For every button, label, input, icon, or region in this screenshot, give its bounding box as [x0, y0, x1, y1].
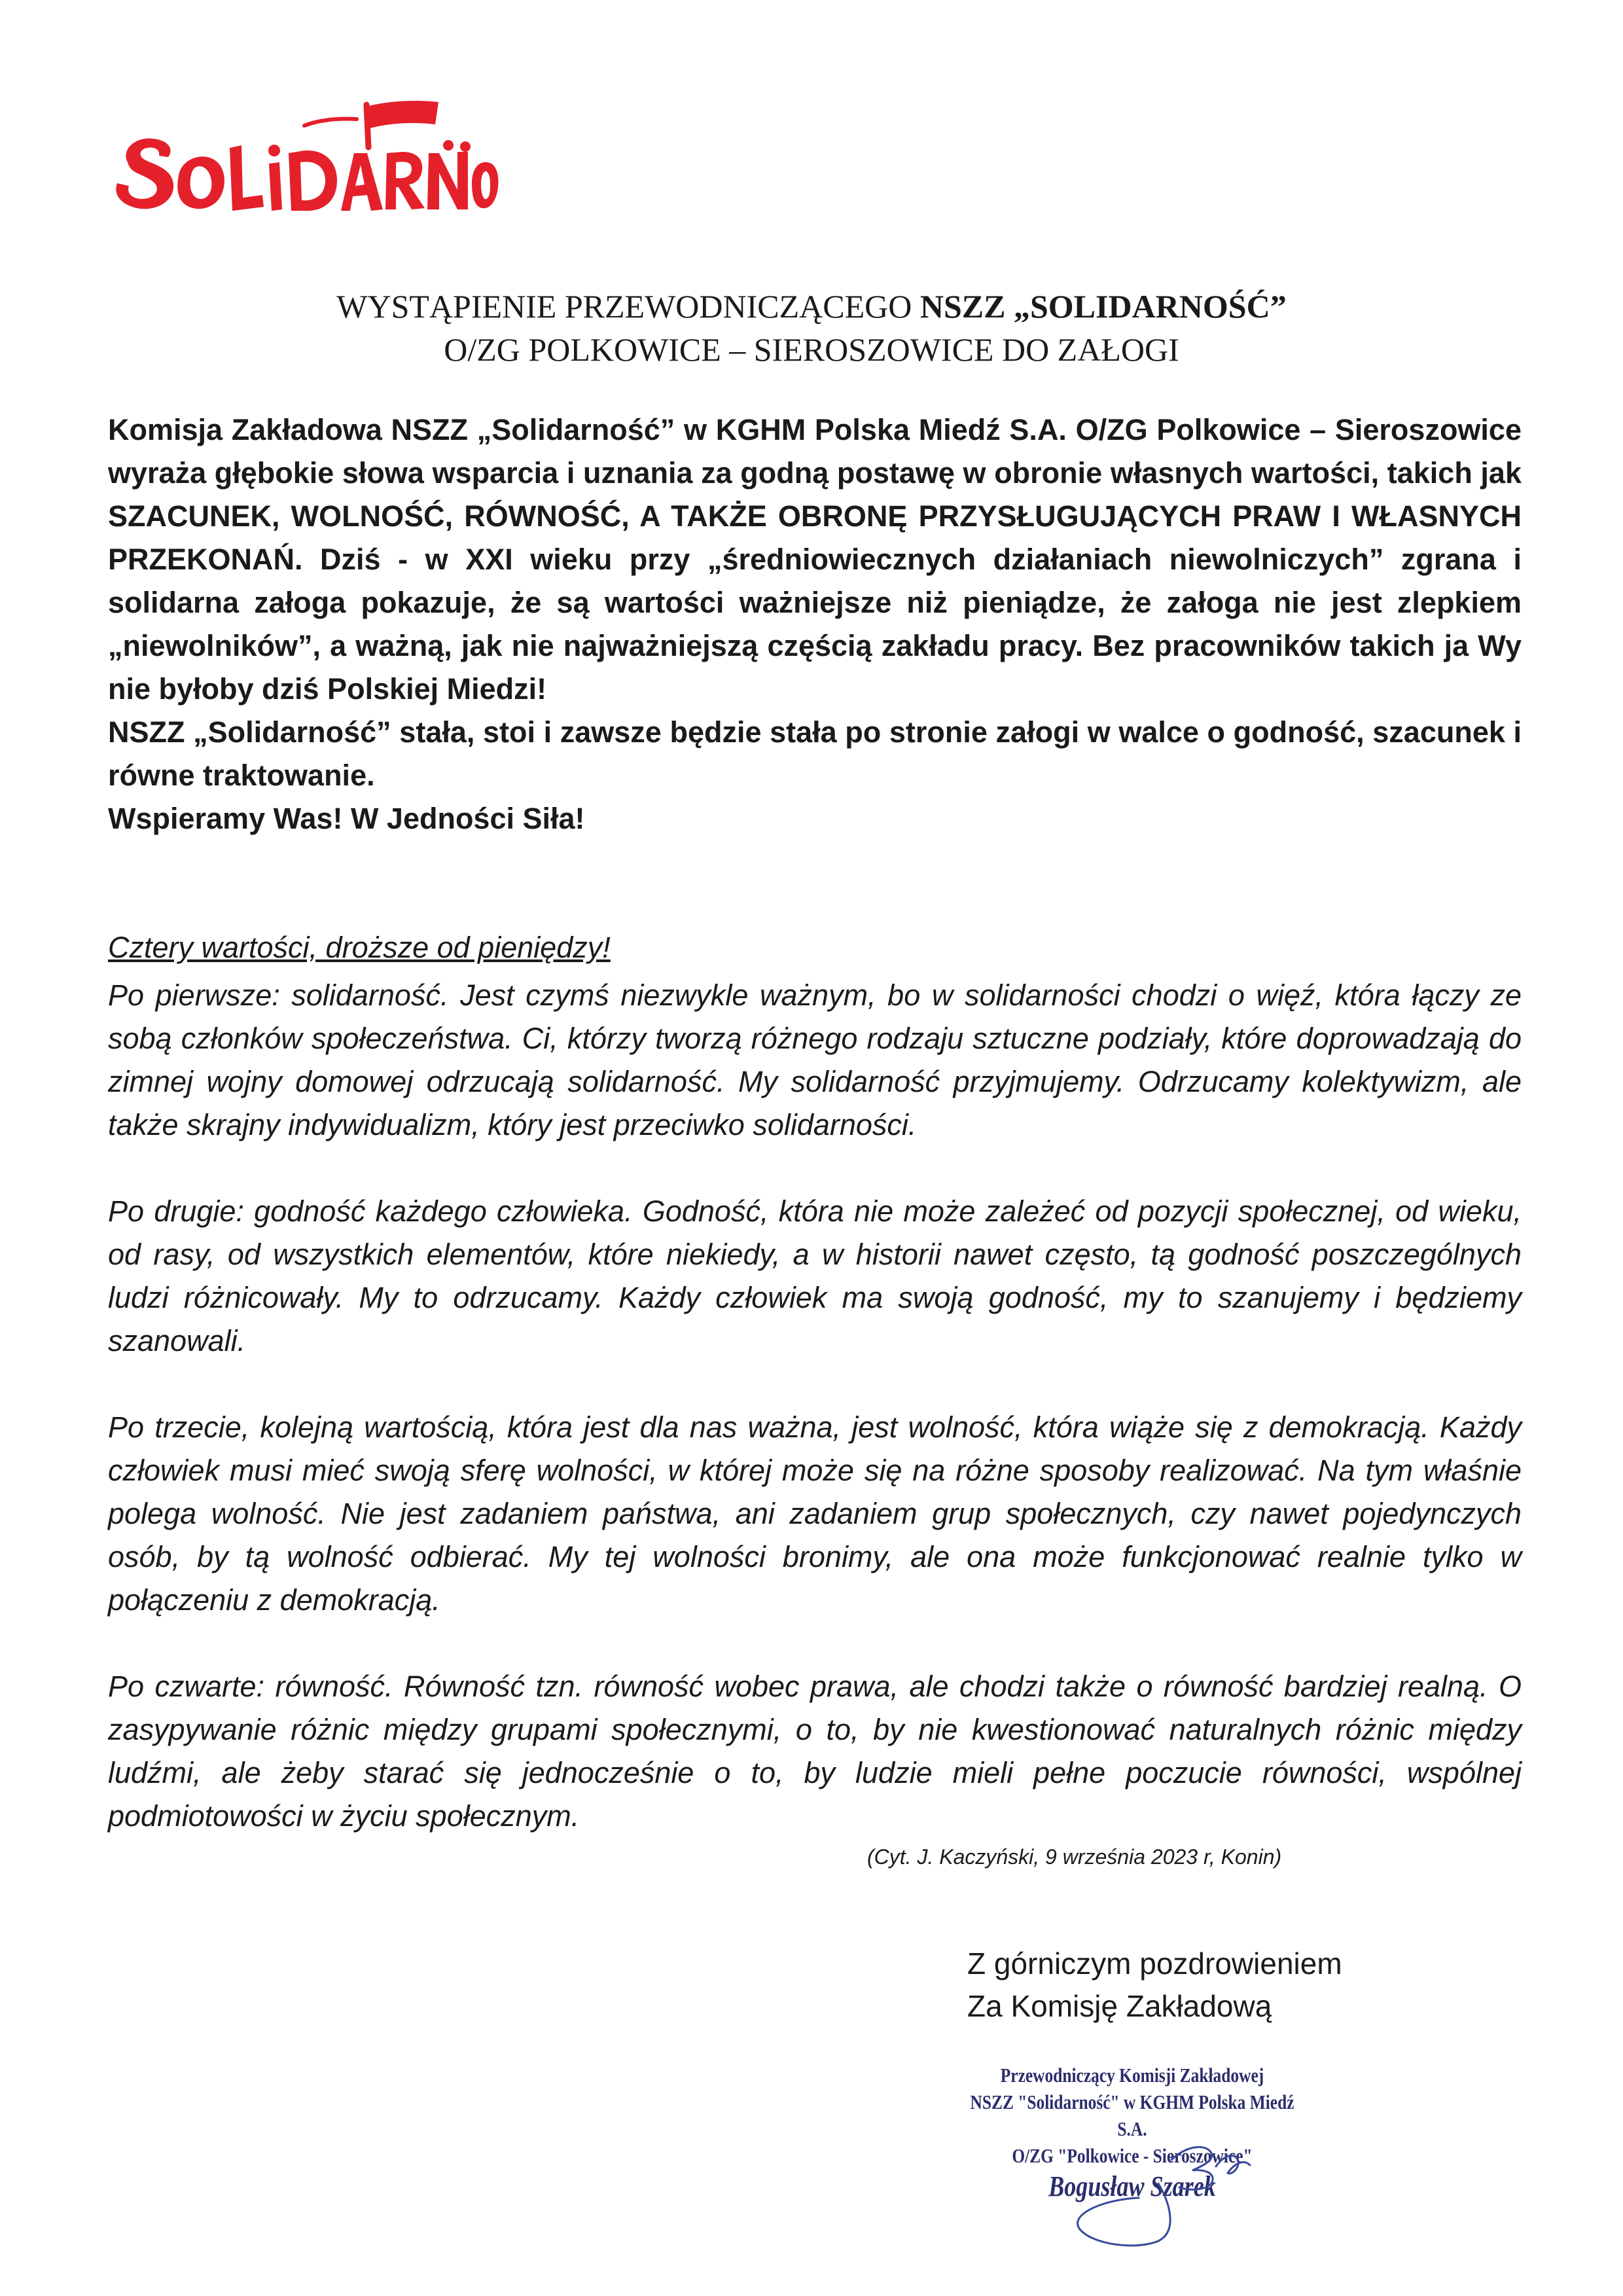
intro-paragraph-2: NSZZ „Solidarność” stała, stoi i zawsze będzie stała po stronie załogi w walce o godność, szacunek i równe traktowanie.	[108, 715, 1522, 792]
heading-line-1-prefix: WYSTĄPIENIE PRZEWODNICZĄCEGO	[336, 288, 920, 325]
stamp-line-3: O/ZG "Polkowice - Sieroszowice"	[1012, 2144, 1253, 2167]
values-section	[108, 974, 1522, 1838]
citation: (Cyt. J. Kaczyński, 9 września 2023 r, Konin)	[867, 1845, 1282, 1869]
value-paragraph-3: Po trzecie, kolejną wartością, która jest dla nas ważna, jest wolność, która wiąże się z demokracją. Każdy człowiek musi mieć swoją sferę wolności, w której może się na różne sposoby realizować. Na tym właśnie polega wolność. Nie jest zadaniem państwa, ani zadaniem grup społecznych, czy nawet pojedynczych osób, by tą wolność odbierać. My tej wolności bronimy, ale ona może funkcjonować realnie tylko w połączeniu z demokracją.	[108, 1410, 1522, 1617]
closing	[967, 1943, 1342, 2028]
solidarnosc-logo	[108, 85, 501, 236]
heading-line-1-bold: NSZZ „SOLIDARNOŚĆ”	[919, 288, 1287, 325]
closing-line-1: Z górniczym pozdrowieniem	[967, 1946, 1342, 1981]
heading-line-1	[0, 285, 1623, 328]
section-title: Cztery wartości, droższe od pieniędzy!	[108, 931, 611, 964]
handwritten-signature	[1008, 2121, 1309, 2251]
closing-line-2: Za Komisję Zakładową	[967, 1989, 1272, 2023]
stamp-name: Bogusław Szarek	[1048, 2170, 1216, 2202]
stamp-line-2: NSZZ "Solidarność" w KGHM Polska Miedź S.A.	[970, 2090, 1294, 2140]
value-paragraph-4: Po czwarte: równość. Równość tzn. równość wobec prawa, ale chodzi także o równość bardziej realną. O zasypywanie różnic między grupami społecznymi, o to, by nie kwestionować naturalnych różnic między ludźmi, ale żeby starać się jednocześnie o to, by ludzie mieli pełne poczucie równości, wspólnej podmiotowości w życiu społecznym.	[108, 1670, 1522, 1833]
heading-line-2: O/ZG POLKOWICE – SIEROSZOWICE DO ZAŁOGI	[444, 331, 1179, 368]
stamp-line-1: Przewodniczący Komisji Zakładowej	[1000, 2064, 1264, 2087]
intro-section	[108, 408, 1522, 840]
value-paragraph-2: Po drugie: godność każdego człowieka. Godność, która nie może zależeć od pozycji społecznej, od wieku, od rasy, od wszystkich elementów, które niekiedy, a w historii nawet często, tą godność poszczególnych ludzi różnicowały. My to odrzucamy. Każdy człowiek ma swoją godność, my to szanujemy i będziemy szanowali.	[108, 1194, 1522, 1357]
intro-paragraph-3: Wspieramy Was! W Jedności Siła!	[108, 802, 585, 835]
value-paragraph-1: Po pierwsze: solidarność. Jest czymś niezwykle ważnym, bo w solidarności chodzi o więź, która łączy ze sobą członków społeczeństwa. Ci, którzy tworzą różnego rodzaju sztuczne podziały, które doprowadzają do zimnej wojny domowej odrzucają solidarność. My solidarność przyjmujemy. Odrzucamy kolektywizm, ale także skrajny indywidualizm, który jest przeciwko solidarności.	[108, 978, 1522, 1141]
intro-paragraph-1: Komisja Zakładowa NSZZ „Solidarność” w KGHM Polska Miedź S.A. O/ZG Polkowice – Sieroszowice wyraża głębokie słowa wsparcia i uznania za godną postawę w obronie własnych wartości, takich jak SZACUNEK, WOLNOŚĆ, RÓWNOŚĆ, A TAKŻE OBRONĘ PRZYSŁUGUJĄCYCH PRAW I WŁASNYCH PRZEKONAŃ. Dziś - w XXI wieku przy „średniowiecznych działaniach niewolniczych” zgrana i solidarna załoga pokazuje, że są wartości ważniejsze niż pieniądze, że załoga nie jest zlepkiem „niewolników”, a ważną, jak nie najważniejszą częścią zakładu pracy. Bez pracowników takich ja Wy nie byłoby dziś Polskiej Miedzi!	[108, 413, 1522, 706]
document-heading	[0, 285, 1623, 371]
